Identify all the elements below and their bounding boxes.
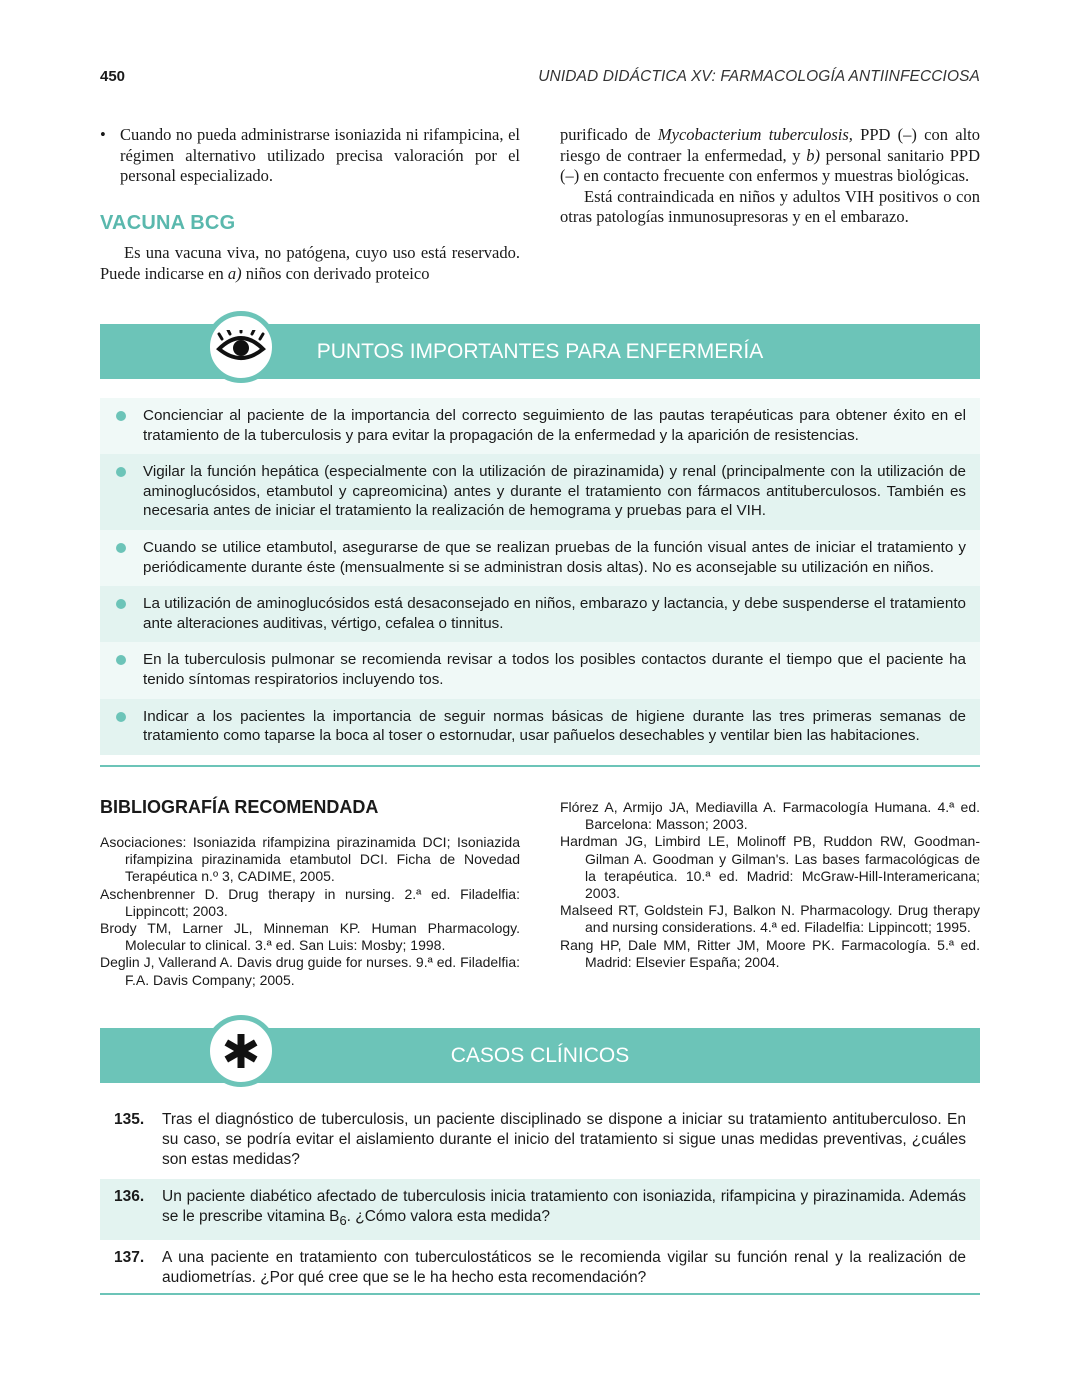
list-item: En la tuberculosis pulmonar se recomienda revisar a todos los posibles contactos durante el tiempo que el paciente ha tenido síntomas respiratorios incluyendo tos. xyxy=(100,642,980,698)
list-item: La utilización de aminoglucósidos está desaconsejado en niños, embarazo y lactancia, y debe suspenderse el tratamiento ante alteraciones auditivas, vértigo, cefalea o tinnitus. xyxy=(100,586,980,642)
reference-item: Malseed RT, Goldstein FJ, Balkon N. Pharmacology. Drug therapy and nursing considerations. 4.ª ed. Filadelfia: Lippincott; 1995. xyxy=(560,902,980,936)
reference-item: Asociaciones: Isoniazida rifampizina pirazinamida DCI; Isoniazida rifampizina pirazinamida etambutol DCI. Ficha de Novedad Terapéutica n.º 3, CADIME, 2005. xyxy=(100,834,520,885)
case-item xyxy=(100,1179,980,1240)
case-text: Un paciente diabético afectado de tuberculosis inicia tratamiento con isoniazida, rifampicina y pirazinamida. Además se le prescribe vitamina $B_6$. ¿Cómo valora esta medida? xyxy=(162,1188,966,1229)
eye-icon-svg xyxy=(216,330,266,364)
page-number: 450 xyxy=(100,68,126,85)
points-box-title: PUNTOS IMPORTANTES PARA ENFERMERÍA xyxy=(316,340,764,363)
list-item: Cuando se utilice etambutol, asegurarse de que se realizan pruebas de la función visual antes de iniciar el tratamiento y periódicamente durante éste (mensualmente si se administran dosis altas). No es aconsejable su utilización en niños. xyxy=(100,530,980,586)
case-number: 137. xyxy=(114,1249,145,1267)
case-item xyxy=(100,1240,980,1297)
bullet-icon xyxy=(116,462,143,521)
list-item: Concienciar al paciente de la importancia del correcto seguimiento de las pautas terapéuticas para obtener éxito en el tratamiento de la tuberculosis y para evitar la propagación de la enfermedad y la aparición de resistencias. xyxy=(100,398,980,454)
reference-item: Aschenbrenner D. Drug therapy in nursing. 2.ª ed. Filadelfia: Lippincott; 2003. xyxy=(100,885,520,919)
bullet-icon xyxy=(116,650,143,689)
case-text: A una paciente en tratamiento con tuberculostáticos se le recomienda vigilar su función renal y la realización de audiometrías. ¿Por qué cree que se le ha hecho esta recomendación? xyxy=(162,1249,966,1287)
asterisk-icon-svg xyxy=(221,1031,261,1071)
case-number: 135. xyxy=(114,1111,145,1128)
case-text: Tras el diagnóstico de tuberculosis, un paciente disciplinado se dispone a iniciar su tratamiento antituberculoso. En su caso, se podría evitar el aislamiento durante el inicio del tratamiento si sigue unas medidas preventivas, ¿cuáles son estas medidas? xyxy=(162,1111,966,1168)
bullet-icon: • xyxy=(100,125,106,144)
list-item: Vigilar la función hepática (especialmente con la utilización de pirazinamida) y renal (principalmente con la utilización de aminoglucósidos, etambutol y capreomicina) antes y durante el tratamiento con fármacos antituberculosos. También es necesaria antes de iniciar el tratamiento la realización de hemograma y pruebas para el VIH. xyxy=(100,454,980,530)
bcg-paragraph-2: purificado de Mycobacterium tuberculosis, PPD (–) con alto riesgo de contraer la enfermedad, y b) personal sanitario PPD (–) en contacto frecuente con enfermos y muestras biológicas. xyxy=(560,125,981,185)
bcg-paragraph-1: Es una vacuna viva, no patógena, cuyo uso está reservado. Puede indicarse en a) niños con derivado proteico xyxy=(100,243,520,283)
right-column xyxy=(560,125,980,228)
cases-box-bottom-rule xyxy=(100,1293,980,1295)
bullet-icon xyxy=(116,594,143,633)
case-number: 136. xyxy=(114,1188,145,1205)
asterisk-icon xyxy=(205,1015,277,1087)
left-column xyxy=(100,125,520,284)
reference-item: Deglin J, Vallerand A. Davis drug guide for nurses. 9.ª ed. Filadelfia: F.A. Davis Company; 2005. xyxy=(100,954,520,988)
reference-item: Brody TM, Larner JL, Minneman KP. Human Pharmacology. Molecular to clinical. 3.ª ed. San Luis: Mosby; 1998. xyxy=(100,920,520,954)
intro-bullet xyxy=(100,125,520,187)
running-head: UNIDAD DIDÁCTICA XV: FARMACOLOGÍA ANTIINFECCIOSA xyxy=(538,68,980,85)
list-item: Indicar a los pacientes la importancia de seguir normas básicas de higiene durante las tres primeras semanas de tratamiento como taparse la boca al toser o estornudar, usar pañuelos desechables y ventilar bien las habitaciones. xyxy=(100,699,980,755)
bullet-icon xyxy=(116,406,143,445)
reference-item: Rang HP, Dale MM, Ritter JM, Moore PK. Farmacología. 5.ª ed. Madrid: Elsevier España; 2004. xyxy=(560,936,980,970)
reference-item: Flórez A, Armijo JA, Mediavilla A. Farmacología Humana. 4.ª ed. Barcelona: Masson; 2003. xyxy=(560,799,980,833)
section-title-bcg: VACUNA BCG xyxy=(100,211,236,234)
points-list xyxy=(100,398,980,755)
points-box-bottom-rule xyxy=(100,765,980,767)
bibliography-title: BIBLIOGRAFÍA RECOMENDADA xyxy=(100,797,379,817)
bullet-icon xyxy=(116,707,143,746)
cases-list xyxy=(100,1102,980,1297)
bibliography-left-column xyxy=(100,834,520,989)
cases-box-title: CASOS CLÍNICOS xyxy=(450,1044,630,1067)
bcg-paragraph-3: Está contraindicada en niños y adultos VIH positivos o con otras patologías inmunosupresoras y en el embarazo. xyxy=(560,186,980,226)
eye-icon xyxy=(205,311,277,383)
reference-item: Hardman JG, Limbird LE, Molinoff PB, Ruddon RW, Goodman-Gilman A. Goodman y Gilman's. Las bases farmacológicas de la terapéutica. 10.ª ed. Madrid: McGraw-Hill-Interamericana; 2003. xyxy=(560,833,980,902)
bullet-icon xyxy=(116,538,143,577)
case-item xyxy=(100,1102,980,1179)
intro-bullet-text: Cuando no pueda administrarse isoniazida ni rifampicina, el régimen alternativo utilizado precisa valoración por el personal especializado. xyxy=(120,125,520,185)
bibliography-right-column xyxy=(560,799,980,971)
